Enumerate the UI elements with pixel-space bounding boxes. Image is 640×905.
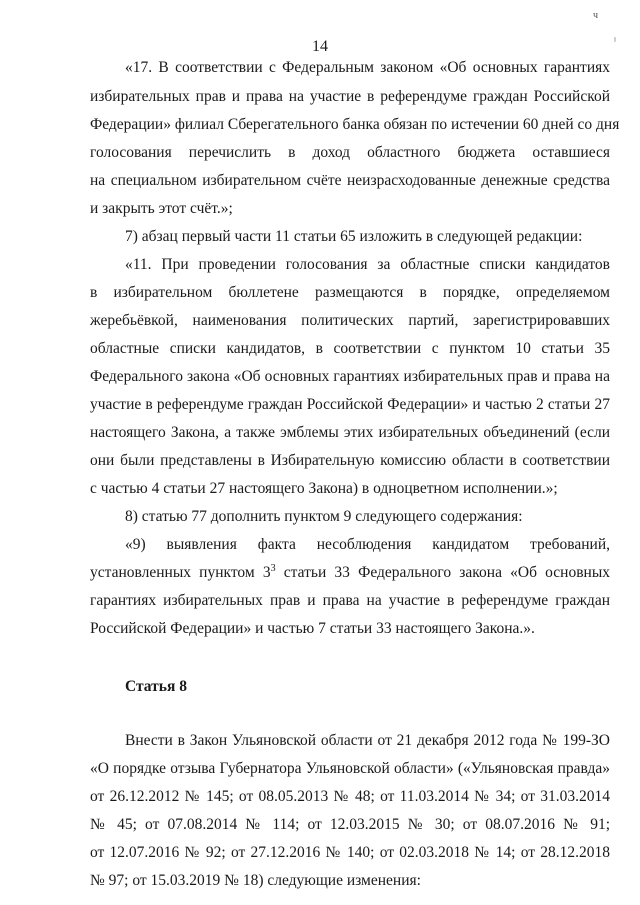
margin-mark-top: ч xyxy=(593,10,599,21)
paragraph-11-line-7: настоящего Закона, а также эмблемы этих избирательных объединений (если xyxy=(90,424,610,441)
paragraph-11-line-2: в избирательном бюллетене размещаются в порядке, определяемом xyxy=(90,284,610,301)
item-7-line: 7) абзац первый части 11 статьи 65 изложить в следующей редакции: xyxy=(125,228,583,245)
paragraph-9-line-1: «9) выявления факта несоблюдения кандидатом требований, xyxy=(125,536,610,553)
article-8-line-4: № 45; от 07.08.2014 № 114; от 12.03.2015 № 30; от 08.07.2016 № 91; xyxy=(90,816,610,833)
paragraph-17-line-4: голосования перечислить в доход областного бюджета оставшиеся xyxy=(90,144,610,161)
article-8-heading: Статья 8 xyxy=(125,678,187,695)
paragraph-9-line-2 xyxy=(90,562,610,581)
superscript-number: 3 xyxy=(270,562,276,574)
paragraph-11-line-8: они были представлены в Избирательную комиссию области в соответствии xyxy=(90,452,610,469)
paragraph-11-line-3: жеребьёвкой, наименования политических партий, зарегистрировавших xyxy=(90,312,610,329)
paragraph-11-line-1: «11. При проведении голосования за областные списки кандидатов xyxy=(125,256,610,273)
item-8-line: 8) статью 77 дополнить пунктом 9 следующего содержания: xyxy=(125,508,523,525)
margin-mark-side: ᴵ xyxy=(614,36,616,47)
paragraph-9-line-4: Российской Федерации» и частью 7 статьи 33 настоящего Закона.». xyxy=(90,620,535,637)
paragraph-17-line-6: и закрыть этот счёт.»; xyxy=(90,200,233,217)
paragraph-17-line-5: на специальном избирательном счёте неизрасходованные денежные средства xyxy=(90,172,610,189)
article-8-line-6: № 97; от 15.03.2019 № 18) следующие изменения: xyxy=(90,872,421,889)
paragraph-11-line-5: Федерального закона «Об основных гарантиях избирательных прав и права на xyxy=(90,368,610,385)
paragraph-9-line-2-start: установленных пунктом 3 xyxy=(90,564,271,581)
paragraph-17-line-1: «17. В соответствии с Федеральным законом «Об основных гарантиях xyxy=(125,59,610,76)
paragraph-17-line-3: Федерации» филиал Сберегательного банка обязан по истечении 60 дней со дня xyxy=(90,116,620,133)
article-8-line-1: Внести в Закон Ульяновской области от 21 декабря 2012 года № 199-ЗО xyxy=(125,732,610,749)
page-number: 14 xyxy=(312,38,328,55)
article-8-line-2: «О порядке отзыва Губернатора Ульяновской области» («Ульяновская правда» xyxy=(90,760,610,777)
paragraph-11-line-6: участие в референдуме граждан Российской Федерации» и частью 2 статьи 27 xyxy=(90,396,610,413)
paragraph-9-line-3: гарантиях избирательных прав и права на участие в референдуме граждан xyxy=(90,592,610,609)
article-8-line-3: от 26.12.2012 № 145; от 08.05.2013 № 48; от 11.03.2014 № 34; от 31.03.2014 xyxy=(90,788,610,805)
paragraph-11-line-9: с частью 4 статьи 27 настоящего Закона) в одноцветном исполнении.»; xyxy=(90,480,558,497)
paragraph-9-line-2-end: статьи 33 Федерального закона «Об основных xyxy=(275,564,610,581)
paragraph-17-line-2: избирательных прав и права на участие в референдуме граждан Российской xyxy=(90,88,610,105)
paragraph-11-line-4: областные списки кандидатов, в соответствии с пунктом 10 статьи 35 xyxy=(90,340,610,357)
article-8-line-5: от 12.07.2016 № 92; от 27.12.2016 № 140; от 02.03.2018 № 14; от 28.12.2018 xyxy=(90,844,610,861)
